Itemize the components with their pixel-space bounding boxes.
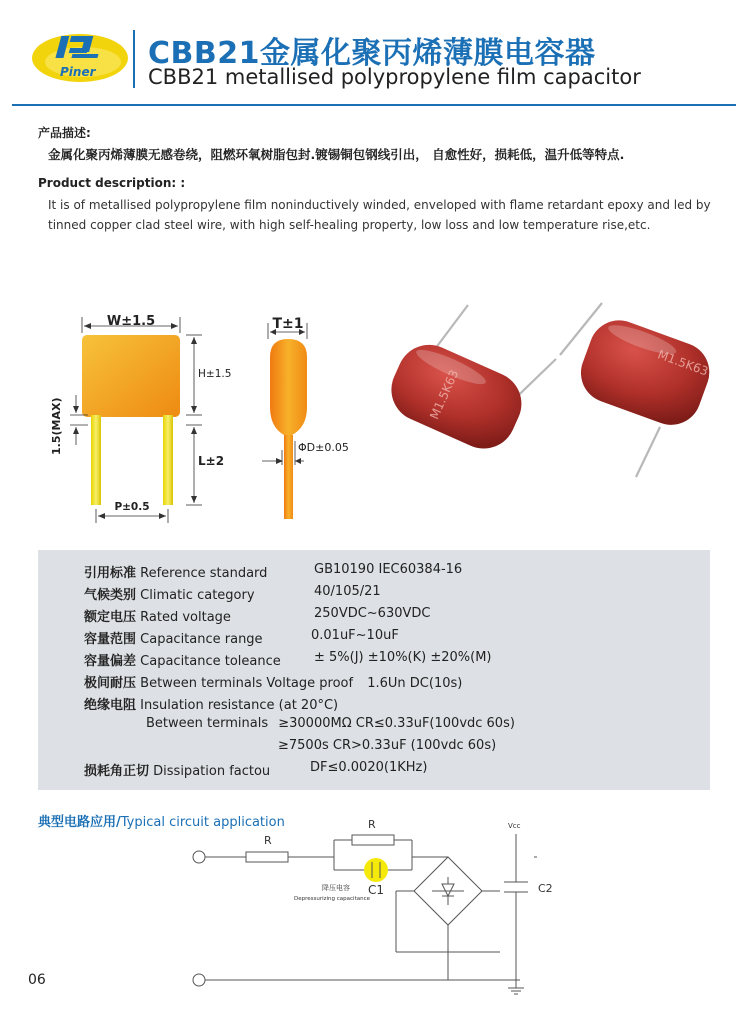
spec-row: 绝缘电阻 Insulation resistance (at 20°C) bbox=[84, 698, 339, 713]
d-dimension-label: ΦD±0.05 bbox=[298, 441, 349, 454]
piner-logo bbox=[28, 26, 128, 86]
c1-highlight bbox=[364, 858, 388, 882]
input-terminal-top bbox=[193, 851, 205, 863]
side-dimension-label: 1.5(MAX) bbox=[50, 397, 63, 455]
spec-row: 引用标准 Reference standard GB10190 IEC60384-16 bbox=[84, 562, 463, 581]
header-divider bbox=[133, 30, 135, 88]
w-dimension-label: W±1.5 bbox=[106, 314, 156, 329]
c2-label: C2 bbox=[538, 882, 553, 895]
resistor-r1 bbox=[246, 852, 288, 862]
spec-row: 容量偏差 Capacitance toleance ± 5%(J) ±10%(K) ±20%(M) bbox=[84, 650, 492, 669]
description-text-cn: 金属化聚丙烯薄膜无感卷绕，阻燃环氧树脂包封.镀锡铜包钢线引出， 自愈性好，损耗低，温升低等特点. bbox=[48, 147, 625, 162]
spec-row: 容量范围 Capacitance range 0.01uF~10uF bbox=[84, 628, 399, 647]
spec-row: ≥7500s CR>0.33uF (100vdc 60s) bbox=[278, 738, 497, 753]
description-heading-en: Product description: : bbox=[38, 176, 186, 190]
capacitor-photo-1 bbox=[381, 305, 556, 459]
circuit-diagram bbox=[0, 812, 748, 1012]
p-dimension-label: P±0.5 bbox=[114, 501, 150, 513]
c1-en-label: Depressurizing capacitance bbox=[294, 896, 371, 902]
logo-text: Piner bbox=[60, 65, 96, 79]
circuit-heading: 典型电路应用/Typical circuit application bbox=[38, 815, 285, 830]
vcc-label: Vcc bbox=[508, 822, 521, 830]
description-heading-cn: 产品描述: bbox=[38, 126, 91, 140]
spec-row: 气候类别 Climatic category 40/105/21 bbox=[84, 584, 381, 603]
t-dimension-label: T±1 bbox=[272, 316, 304, 332]
resistor-r2 bbox=[352, 835, 394, 845]
page-title-en: CBB21 metallised polypropylene film capacitor bbox=[148, 65, 641, 89]
input-terminal-bottom bbox=[193, 974, 205, 986]
dimension-diagram bbox=[0, 295, 748, 535]
page-number: 06 bbox=[28, 972, 46, 988]
description-text-en: It is of metallised polypropylene film noninductively winded, enveloped with flame retardant epoxy and led by tinned copper clad steel wire, with high self-healing property, low loss and low temperature rise,etc. bbox=[48, 198, 711, 232]
page-title-cn: CBB21金属化聚丙烯薄膜电容器 bbox=[148, 36, 596, 71]
capacitor-photo-2 bbox=[560, 303, 718, 477]
c1-label: C1 bbox=[368, 883, 385, 897]
r2-label: R bbox=[368, 818, 376, 831]
front-view-drawing bbox=[50, 314, 231, 523]
c1-cn-label: 降压电容 bbox=[322, 884, 350, 892]
h-dimension-label: H±1.5 bbox=[198, 368, 232, 380]
capacitor-2-marking: M1.5K63 bbox=[655, 347, 711, 379]
spec-table bbox=[38, 550, 710, 790]
l-dimension-label: L±2 bbox=[198, 454, 225, 468]
side-view-drawing bbox=[262, 316, 349, 519]
spec-row: 额定电压 Rated voltage 250VDC~630VDC bbox=[84, 606, 431, 625]
spec-row: Between terminals ≥30000MΩ CR≤0.33uF(100vdc 60s) bbox=[146, 716, 515, 731]
spec-row: 损耗角正切 Dissipation factou DF≤0.0020(1KHz) bbox=[84, 760, 428, 779]
spec-row: 极间耐压 Between terminals Voltage proof 1.6Un DC(10s) bbox=[84, 676, 463, 691]
capacitor-1-marking: M1.5K63 bbox=[427, 367, 462, 422]
r1-label: R bbox=[264, 834, 272, 847]
header-rule bbox=[12, 104, 736, 106]
